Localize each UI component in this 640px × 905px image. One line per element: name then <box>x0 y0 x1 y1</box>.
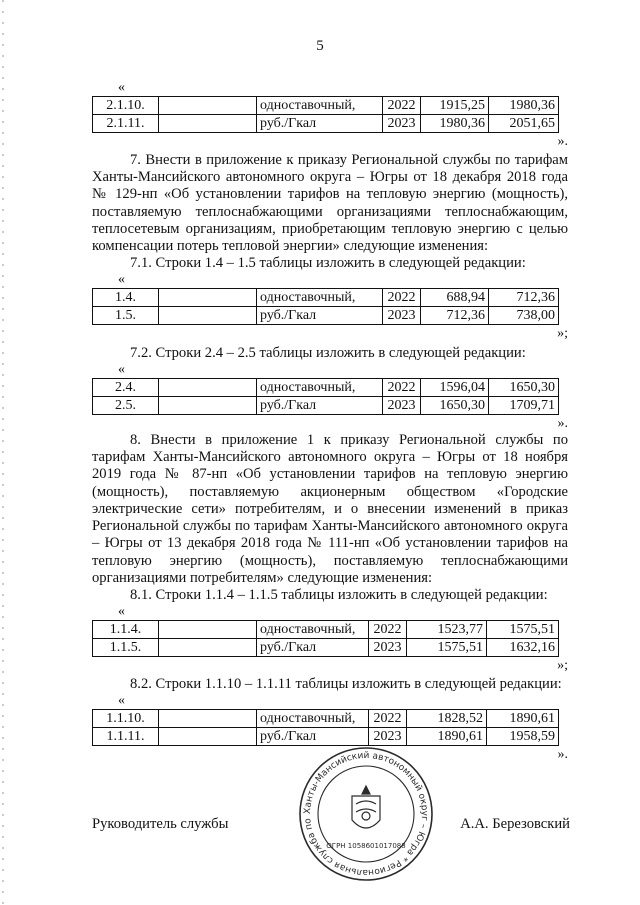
unit-cell: руб./Гкал <box>257 728 369 746</box>
value-cell: 1980,36 <box>489 97 559 115</box>
table-row <box>93 639 559 657</box>
year-cell: 2023 <box>369 728 407 746</box>
signatory-position: Руководитель службы <box>92 816 229 832</box>
value-cell: 2051,65 <box>489 115 559 133</box>
opening-quote: « <box>118 693 125 708</box>
year-cell: 2022 <box>383 97 421 115</box>
value-cell: 1709,71 <box>489 397 559 415</box>
paragraph-text: 8. Внести в приложение 1 к приказу Региональной службы по тарифам Ханты-Мансийского автономного округа – Югры от 18 ноября 2019 года № 87-нп «Об установлении тарифов на тепловую энергию (мощность), поставляемую акционерным обществом «Городские электрические сети» потребителям, и о внесении изменений в приказ Региональной службы по тарифам Ханты-Мансийского автономного округа – Югры от 13 декабря 2018 года № 111-нп «Об установлении тарифов на тепловую энергию (мощность), поставляемую теплоснабжающими организациями потребителям» следующие изменения: <box>92 432 568 586</box>
value-cell: 1632,16 <box>487 639 559 657</box>
unit-cell: одноставочный, <box>257 379 383 397</box>
value-cell: 1890,61 <box>487 710 559 728</box>
paragraph-7 <box>92 152 568 255</box>
subparagraph-7-2: 7.2. Строки 2.4 – 2.5 таблицы изложить в следующей редакции: <box>130 345 526 361</box>
unit-cell: одноставочный, <box>257 289 383 307</box>
empty-cell <box>159 307 257 325</box>
signatory-name: А.А. Березовский <box>460 816 570 832</box>
table-row <box>93 397 559 415</box>
opening-quote: « <box>118 272 125 287</box>
row-number: 2.5. <box>93 397 159 415</box>
table-row <box>93 97 559 115</box>
table-row <box>93 728 559 746</box>
official-stamp <box>296 744 436 889</box>
opening-quote: « <box>118 80 125 95</box>
table-row <box>93 621 559 639</box>
table-row <box>93 289 559 307</box>
closing-quote: ». <box>557 416 568 431</box>
coat-of-arms-icon <box>352 786 380 828</box>
empty-cell <box>159 97 257 115</box>
value-cell: 1575,51 <box>407 639 487 657</box>
tariff-table-e <box>92 709 559 746</box>
value-cell: 1958,59 <box>487 728 559 746</box>
subparagraph-7-1: 7.1. Строки 1.4 – 1.5 таблицы изложить в следующей редакции: <box>130 255 526 271</box>
row-number: 1.1.11. <box>93 728 159 746</box>
empty-cell <box>159 379 257 397</box>
value-cell: 1915,25 <box>421 97 489 115</box>
empty-cell <box>159 397 257 415</box>
value-cell: 1828,52 <box>407 710 487 728</box>
table-row <box>93 710 559 728</box>
tariff-table-d <box>92 620 559 657</box>
unit-cell: одноставочный, <box>257 710 369 728</box>
closing-quote: ». <box>557 134 568 149</box>
value-cell: 1523,77 <box>407 621 487 639</box>
unit-cell: одноставочный, <box>257 97 383 115</box>
value-cell: 1650,30 <box>489 379 559 397</box>
year-cell: 2022 <box>369 710 407 728</box>
table-row <box>93 379 559 397</box>
unit-cell: руб./Гкал <box>257 115 383 133</box>
value-cell: 688,94 <box>421 289 489 307</box>
closing-quote: ». <box>557 747 568 762</box>
tariff-table-a <box>92 96 559 133</box>
row-number: 2.4. <box>93 379 159 397</box>
year-cell: 2022 <box>383 379 421 397</box>
page-number: 5 <box>316 38 324 54</box>
row-number: 1.5. <box>93 307 159 325</box>
table-row <box>93 115 559 133</box>
subparagraph-8-2: 8.2. Строки 1.1.10 – 1.1.11 таблицы изложить в следующей редакции: <box>130 676 562 692</box>
opening-quote: « <box>118 604 125 619</box>
paragraph-8 <box>92 432 568 587</box>
row-number: 1.1.10. <box>93 710 159 728</box>
closing-quote: »; <box>557 326 568 341</box>
unit-cell: руб./Гкал <box>257 639 369 657</box>
row-number: 2.1.10. <box>93 97 159 115</box>
row-number: 1.1.5. <box>93 639 159 657</box>
year-cell: 2023 <box>383 307 421 325</box>
row-number: 1.4. <box>93 289 159 307</box>
value-cell: 1575,51 <box>487 621 559 639</box>
subparagraph-8-1: 8.1. Строки 1.1.4 – 1.1.5 таблицы изложить в следующей редакции: <box>130 587 548 603</box>
value-cell: 712,36 <box>421 307 489 325</box>
opening-quote: « <box>118 362 125 377</box>
tariff-table-b <box>92 288 559 325</box>
scan-edge-marks <box>0 0 6 905</box>
value-cell: 1890,61 <box>407 728 487 746</box>
row-number: 2.1.11. <box>93 115 159 133</box>
empty-cell <box>159 710 257 728</box>
closing-quote: »; <box>557 658 568 673</box>
year-cell: 2022 <box>383 289 421 307</box>
stamp-outer-text: Ханты-Мансийский автономный округ – Югра * Региональная служба по <box>302 750 430 878</box>
table-row <box>93 307 559 325</box>
paragraph-text: 7. Внести в приложение к приказу Региональной службы по тарифам Ханты-Мансийского автономного округа – Югры от 18 декабря 2018 года № 129-нп «Об установлении тарифов на тепловую энергию (мощность), поставляемую теплоснабжающими организациями теплоснабжающим, теплосетевым организациям, приобретающим тепловую энергию с целью компенсации потерь тепловой энергии» следующие изменения: <box>92 152 568 255</box>
tariff-table-c <box>92 378 559 415</box>
empty-cell <box>159 621 257 639</box>
value-cell: 1596,04 <box>421 379 489 397</box>
value-cell: 738,00 <box>489 307 559 325</box>
stamp-id-text: ОГРН 1058601017088 <box>326 842 406 850</box>
unit-cell: руб./Гкал <box>257 307 383 325</box>
empty-cell <box>159 115 257 133</box>
year-cell: 2023 <box>383 115 421 133</box>
value-cell: 1980,36 <box>421 115 489 133</box>
empty-cell <box>159 728 257 746</box>
value-cell: 1650,30 <box>421 397 489 415</box>
year-cell: 2022 <box>369 621 407 639</box>
value-cell: 712,36 <box>489 289 559 307</box>
year-cell: 2023 <box>383 397 421 415</box>
row-number: 1.1.4. <box>93 621 159 639</box>
unit-cell: одноставочный, <box>257 621 369 639</box>
empty-cell <box>159 639 257 657</box>
year-cell: 2023 <box>369 639 407 657</box>
unit-cell: руб./Гкал <box>257 397 383 415</box>
empty-cell <box>159 289 257 307</box>
